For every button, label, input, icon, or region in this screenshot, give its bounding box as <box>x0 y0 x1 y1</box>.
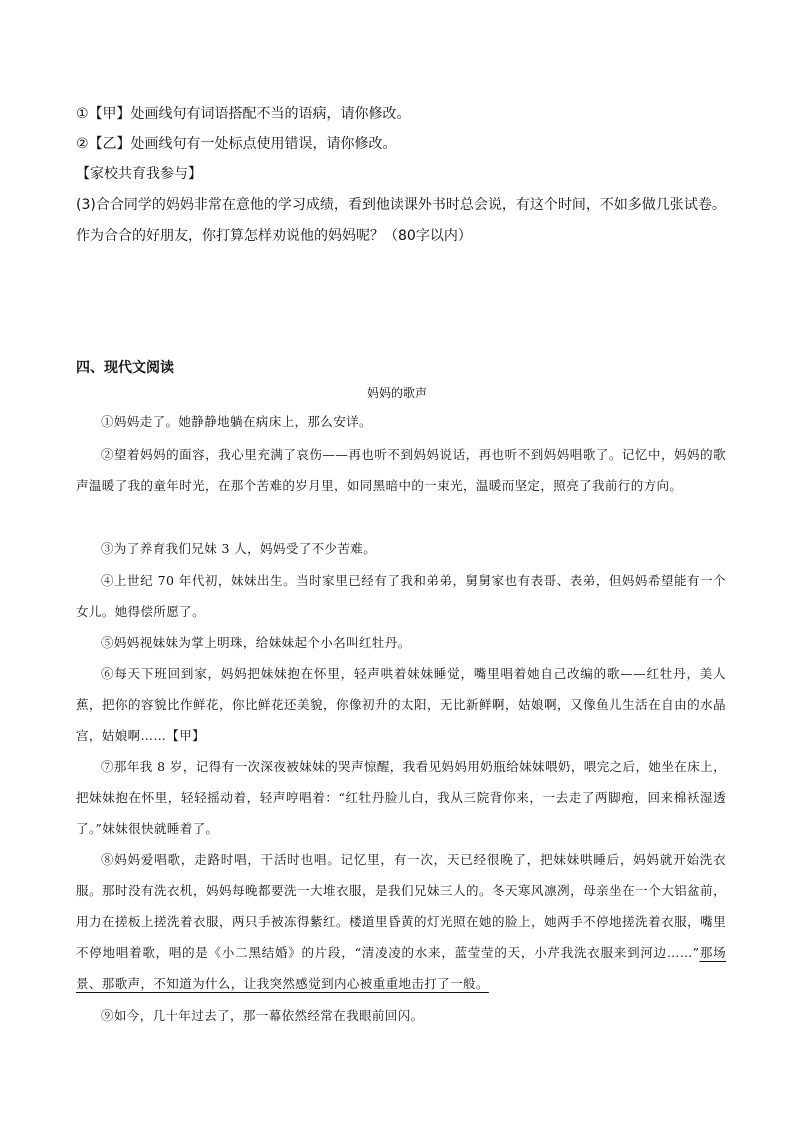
paragraph-8-underlined-sentence: 那场景、那歌声，不知道为什么，让我突然感觉到内心被重重地击打了一般。 <box>76 945 726 991</box>
paragraph-9: ⑨如今，几十年过去了，那一幕依然经常在我眼前回闪。 <box>101 1008 424 1023</box>
paragraph-8-text: ⑧妈妈爱唱歌，走路时唱，干活时也唱。记忆里，有一次，天已经很晚了，把妹妹哄睡后，妈妈就开始洗衣服。那时没有洗衣机，妈妈每晚都要洗一大堆衣服，是我们兄妹三人的。冬天寒风凛冽，母亲坐在一个大铝盆前，用力在搓板上搓洗着衣服，两只手被冻得紫红。楼道里昏黄的灯光照在她的脸上，她两手不停地搓洗着衣服，嘴里不停地唱着歌，唱的是《小二黑结婚》的片段，“清凌凌的水来，蓝莹莹的天，小芹我洗衣服来到河边……” <box>76 852 726 960</box>
article-title: 妈妈的歌声 <box>366 386 427 400</box>
paragraph-2: ②望着妈妈的面容，我心里充满了哀伤——再也听不到妈妈说话，再也听不到妈妈唱歌了。记忆中，妈妈的歌声温暖了我的童年时光，在那个苦难的岁月里，如同黑暗中的一束光，温暖而坚定，照亮了我前行的方向。 <box>76 447 726 493</box>
question-2: ②【乙】处画线句有一处标点使用错误，请你修改。 <box>76 136 397 152</box>
section-label-home-school: 【家校共育我参与】 <box>76 166 202 182</box>
question-3-line-1: (3)合合同学的妈妈非常在意他的学习成绩，看到他读课外书时总会说，有这个时间，不如多做几张试卷。 <box>76 197 726 213</box>
paragraph-7: ⑦那年我 8 岁，记得有一次深夜被妹妹的哭声惊醒，我看见妈妈用奶瓶给妹妹喂奶，喂完之后，她坐在床上，把妹妹抱在怀里，轻轻摇动着，轻声哼唱着：“红牡丹脸儿白，我从三院背你来，一去走了两脚疱，回来棉袄湿透了。”妹妹很快就睡着了。 <box>76 759 726 836</box>
section-heading-modern-reading: 四、现代文阅读 <box>76 360 174 376</box>
paragraph-4: ④上世纪 70 年代初，妹妹出生。当时家里已经有了我和弟弟，舅舅家也有表哥、表弟，但妈妈希望能有一个女儿。她得偿所愿了。 <box>76 573 726 619</box>
paragraph-8 <box>76 844 726 999</box>
question-3-line-2: 作为合合的好朋友，你打算怎样劝说他的妈妈呢？（80字以内） <box>76 228 472 244</box>
paragraph-1: ①妈妈走了。她静静地躺在病床上，那么安详。 <box>101 414 372 429</box>
question-1: ①【甲】处画线句有词语搭配不当的语病，请你修改。 <box>76 106 411 122</box>
paragraph-6: ⑥每天下班回到家，妈妈把妹妹抱在怀里，轻声哄着妹妹睡觉，嘴里唱着她自己改编的歌——红牡丹，美人蕉，把你的容貌比作鲜花，你比鲜花还美貌，你像初升的太阳，无比新鲜啊，姑娘啊，又像鱼儿生活在自由的水晶宫，姑娘啊……【甲】 <box>76 666 726 743</box>
paragraph-3: ③为了养育我们兄妹 3 人，妈妈受了不少苦难。 <box>101 541 377 556</box>
paragraph-5: ⑤妈妈视妹妹为掌上明珠，给妹妹起个小名叫红牡丹。 <box>101 635 411 650</box>
